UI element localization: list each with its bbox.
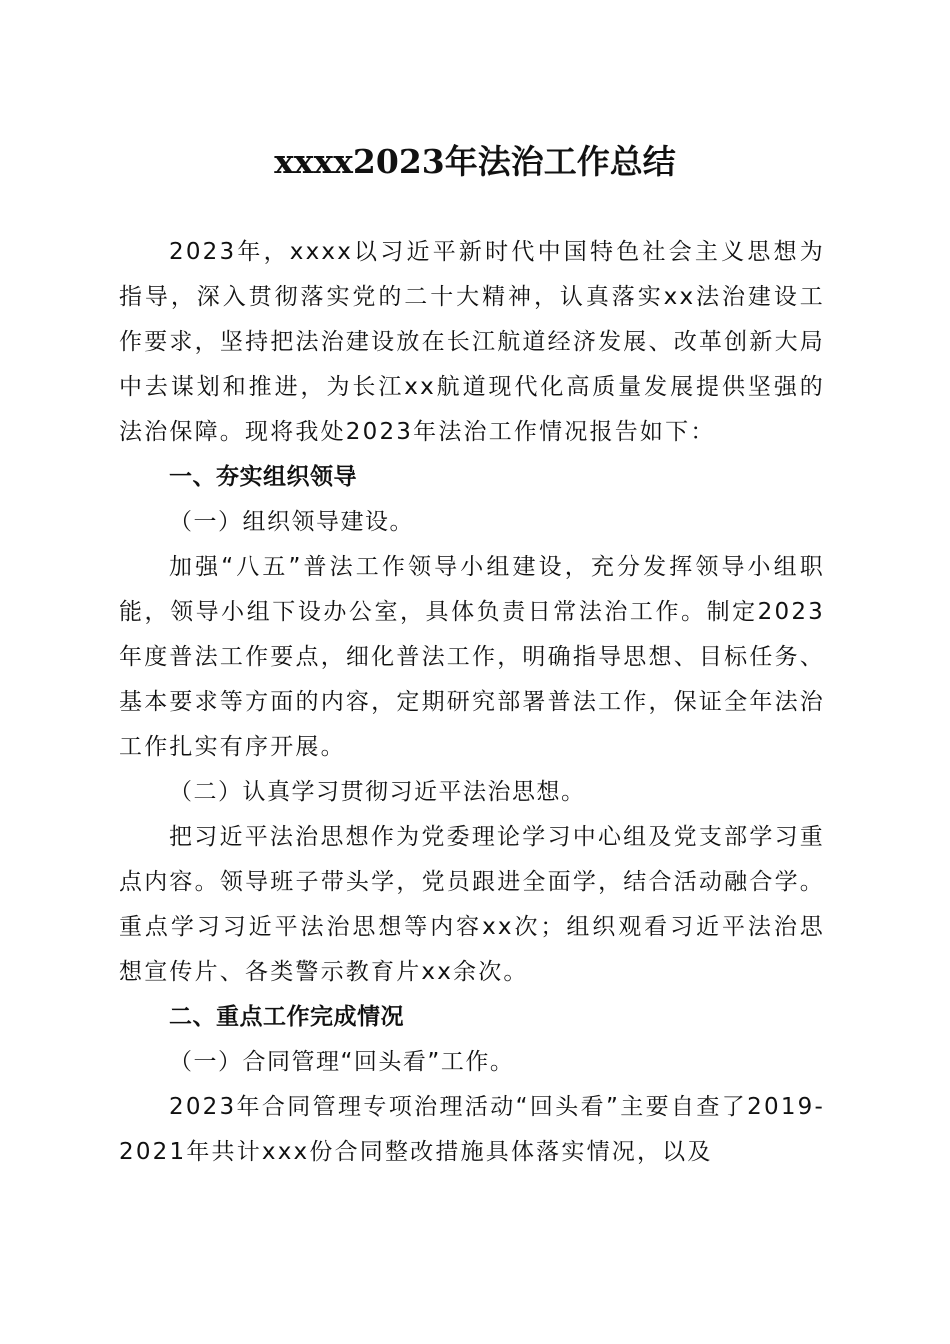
document-title: xxxx2023年法治工作总结 — [274, 142, 676, 181]
document-body — [119, 230, 825, 1175]
intro-paragraph: 2023年，xxxx以习近平新时代中国特色社会主义思想为指导，深入贯彻落实党的二十大精神，认真落实xx法治建设工作要求，坚持把法治建设放在长江航道经济发展、改革创新大局中去谋划和推进，为长江xx航道现代化高质量发展提供坚强的法治保障。现将我处2023年法治工作情况报告如下： — [119, 239, 825, 445]
paragraph-2-1: 2023年合同管理专项治理活动“回头看”主要自查了2019-2021年共计xxx份合同整改措施具体落实情况，以及 — [119, 1094, 825, 1165]
subsection-heading-1-2: （二）认真学习贯彻习近平法治思想。 — [169, 779, 586, 805]
subsection-heading-2-1: （一）合同管理“回头看”工作。 — [169, 1049, 515, 1075]
paragraph-1-1: 加强“八五”普法工作领导小组建设，充分发挥领导小组职能，领导小组下设办公室，具体负责日常法治工作。制定2023年度普法工作要点，细化普法工作，明确指导思想、目标任务、基本要求等方面的内容，定期研究部署普法工作，保证全年法治工作扎实有序开展。 — [119, 554, 825, 760]
subsection-heading-1-1: （一）组织领导建设。 — [169, 509, 414, 535]
section-heading-1: 一、夯实组织领导 — [169, 464, 357, 490]
paragraph-1-2: 把习近平法治思想作为党委理论学习中心组及党支部学习重点内容。领导班子带头学，党员跟进全面学，结合活动融合学。重点学习习近平法治思想等内容xx次；组织观看习近平法治思想宣传片、各类警示教育片xx余次。 — [119, 824, 825, 985]
section-heading-2: 二、重点工作完成情况 — [169, 1004, 404, 1030]
